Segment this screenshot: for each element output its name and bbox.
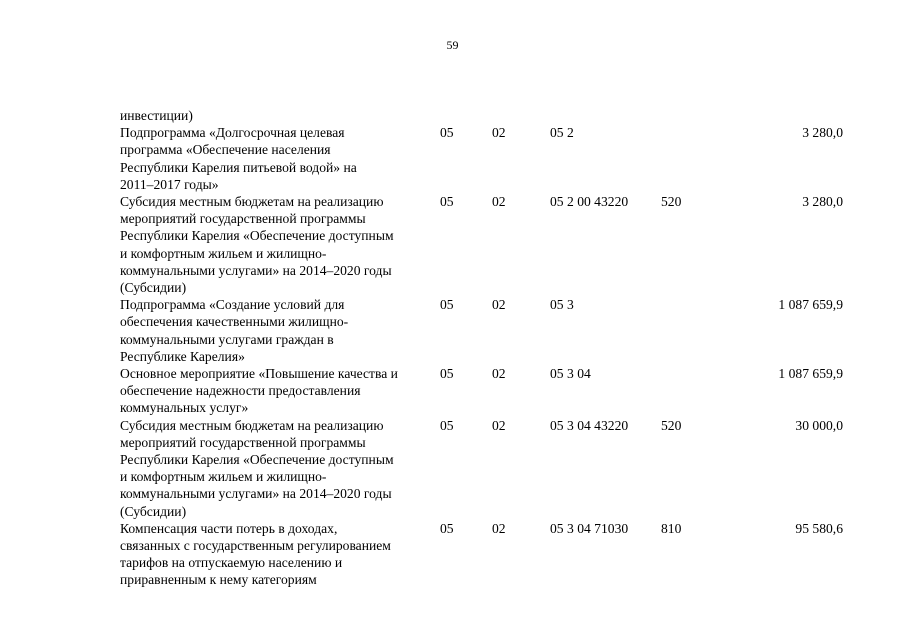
row-amount: 30 000,0 <box>795 417 843 433</box>
row-subsection: 02 <box>492 520 506 536</box>
table-row <box>120 124 850 193</box>
row-amount: 3 280,0 <box>802 125 843 141</box>
row-section: 05 <box>440 520 454 536</box>
row-section: 05 <box>440 417 454 433</box>
row-name: Субсидия местным бюджетам на реализацию мероприятий государственной программы Республики Карелия «Обеспечение доступным и комфортным жильем и жилищно- коммунальными услугами» на 2014–2020 годы (Субсидии) <box>120 417 394 519</box>
table-row <box>120 365 850 417</box>
row-subsection: 02 <box>492 366 506 382</box>
row-target-article: 05 3 04 71030 <box>550 520 629 536</box>
table-row <box>120 193 850 296</box>
table-row <box>120 520 850 589</box>
row-section: 05 <box>440 366 454 382</box>
row-name: Подпрограмма «Долгосрочная целевая программа «Обеспечение населения Республики Карелия питьевой водой» на 2011–2017 годы» <box>120 125 357 192</box>
row-amount: 1 087 659,9 <box>778 366 843 382</box>
row-section: 05 <box>440 125 454 141</box>
row-expense-type: 810 <box>661 520 682 536</box>
row-amount: 3 280,0 <box>802 194 843 210</box>
row-target-article: 05 3 04 <box>550 366 591 382</box>
row-name: Подпрограмма «Создание условий для обеспечения качественными жилищно- коммунальными услугами граждан в Республике Карелия» <box>120 297 349 364</box>
row-target-article: 05 2 00 43220 <box>550 194 629 210</box>
table-row <box>120 296 850 365</box>
budget-table <box>120 107 850 589</box>
row-target-article: 05 3 <box>550 297 574 313</box>
row-name: Компенсация части потерь в доходах, связанных с государственным регулированием тарифов на отпускаемую населению и приравненным к нему категориям <box>120 520 391 588</box>
row-expense-type: 520 <box>661 194 682 210</box>
row-subsection: 02 <box>492 194 506 210</box>
page-number: 59 <box>446 38 459 52</box>
row-subsection: 02 <box>492 125 506 141</box>
table-row <box>120 107 850 124</box>
row-name: Субсидия местным бюджетам на реализацию мероприятий государственной программы Республики Карелия «Обеспечение доступным и комфортным жильем и жилищно- коммунальными услугами» на 2014–2020 годы (Субсидии) <box>120 194 394 296</box>
row-section: 05 <box>440 194 454 210</box>
row-amount: 1 087 659,9 <box>778 297 843 313</box>
row-target-article: 05 3 04 43220 <box>550 417 629 433</box>
row-name: Основное мероприятие «Повышение качества и обеспечение надежности предоставления коммунальных услуг» <box>120 366 398 416</box>
row-name: инвестиции) <box>120 108 193 123</box>
row-expense-type: 520 <box>661 417 682 433</box>
table-row <box>120 417 850 520</box>
row-target-article: 05 2 <box>550 125 574 141</box>
row-amount: 95 580,6 <box>795 520 843 536</box>
row-section: 05 <box>440 297 454 313</box>
row-subsection: 02 <box>492 297 506 313</box>
row-subsection: 02 <box>492 417 506 433</box>
